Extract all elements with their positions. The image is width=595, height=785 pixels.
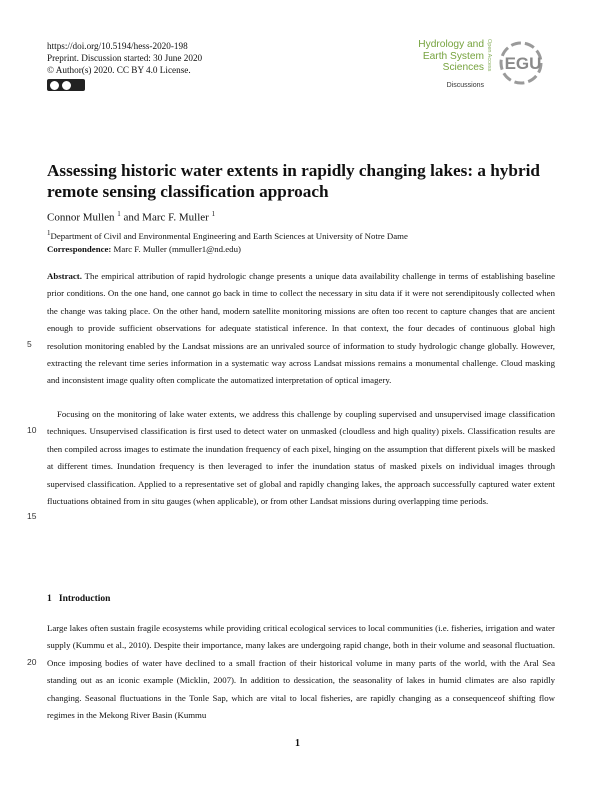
affiliation-marker: 1 (117, 210, 121, 218)
abstract-paragraph-2: Focusing on the monitoring of lake water extents, we address this challenge by coupling supervised and unsupervised image classification techniques. Unsupervised classification is first used to detect water on unmasked (cloudless and high quality) pixels. Classification results are then compiled across images to estimate the inundation frequency of each pixel, hinging on the assumption that different pixels will be masked at different times. Inundation frequency is then leveraged to infer the inundation status of masked pixels on individual images through supervised classification. Applied to a representative set of global and rapidly changing lakes, the approach successfully captured water extent fluctuations obtained from in situ gauges (when applicable), or from other Landsat missions during overlapping time periods. (47, 409, 555, 507)
abstract-paragraph-1: Abstract. The empirical attribution of rapid hydrologic change presents a unique data availability challenge in terms of establishing baseline prior conditions. On the one hand, one cannot go back in time to collect the necessary in situ data if it were not serendipitously collected when the change was taking place. On the other hand, modern satellite monitoring missions are often too recent to capture changes that are ancient enough to provide sufficient observations for adequate statistical inference. In that context, the four decades of continuous global high resolution monitoring enabled by the Landsat missions are an unrivaled source of information to study hydrologic change globally. However, extracting the relevant time series information in a systematic way across Landsat missions remains a monumental challenge. Cloud masking and inconsistent image quality often complicate the automatized interpretation of optical imagery. (47, 271, 555, 386)
cc-license-icon[interactable] (47, 79, 85, 91)
line-number: 20 (27, 657, 37, 667)
page-number: 1 (295, 738, 300, 749)
discussions-label: Discussions (446, 82, 484, 89)
journal-name: Hydrology and Earth System Sciences (418, 39, 484, 74)
preprint-date: Preprint. Discussion started: 30 June 2020 (47, 53, 203, 64)
paper-title: Assessing historic water extents in rapidly changing lakes: a hybrid remote sensing classification approach (47, 161, 540, 201)
header-meta (47, 40, 202, 77)
egu-logo-icon (497, 38, 549, 88)
line-number: 5 (27, 339, 32, 349)
abstract-label: Abstract. (47, 271, 82, 281)
author-name: Connor Mullen (47, 211, 115, 224)
affiliation: $^1$Department of Civil and Environmental Engineering and Earth Sciences at University of Notre Dame (47, 229, 408, 241)
doi-link[interactable]: https://doi.org/10.5194/hess-2020-198 (47, 41, 188, 51)
egu-logo-text: EGU (504, 54, 542, 73)
section-heading: 1 Introduction (47, 594, 111, 604)
affiliation-marker: 1 (211, 210, 216, 218)
line-number: 10 (27, 425, 37, 435)
open-access-label: Open Access (486, 39, 492, 72)
line-number: 15 (27, 511, 37, 521)
intro-paragraph: Large lakes often sustain fragile ecosystems while providing critical ecological services to local communities (i.e. fisheries, irrigation and water supply (Kummu et al., 2010). Despite their importance, many lakes are undergoing rapid change, both in their volume and seasonal fluctuation. Once imposing bodies of water have declined to a small fraction of their historical volume in many parts of the world, with the Aral Sea standing out as an iconic example (Micklin, 2007). In addition to dessication, the seasonality of lakes in humid climates are also rapidly changing. Seasonal fluctuations in the Tonle Sap, which are vital to local fisheries, are rapidly changing as a consequenceof shifting flow regimes in the Mekong River Basin (Kummu (47, 623, 555, 721)
license-text: © Author(s) 2020. CC BY 4.0 License. (47, 65, 191, 76)
author-name: Marc F. Muller (142, 211, 209, 224)
correspondence: Correspondence: Marc F. Muller (mmuller1@nd.edu) (47, 244, 241, 254)
author-list: Connor Mullen $^1$ and Marc F. Muller $^1$ (47, 210, 216, 224)
